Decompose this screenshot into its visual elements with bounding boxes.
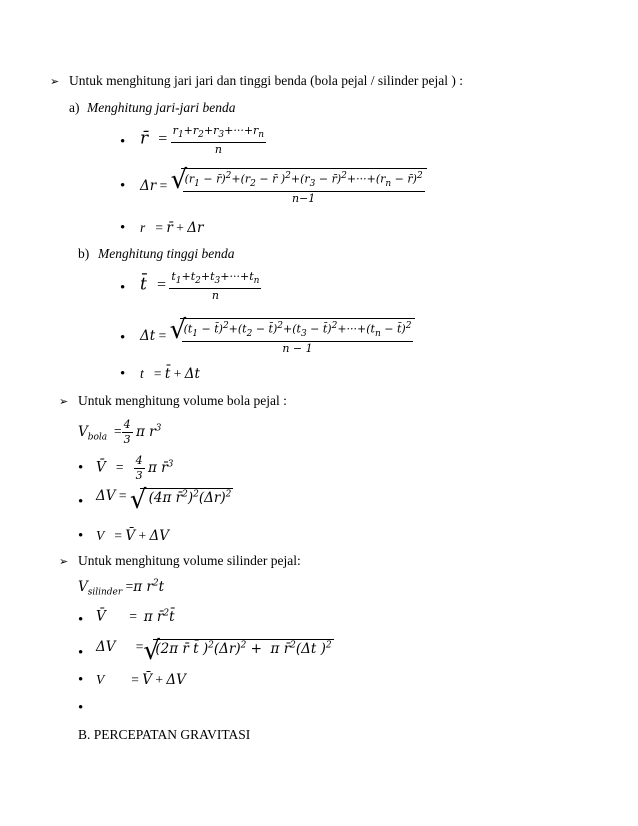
formula-v-mean-bola: V̄ = $\frac{4}{3}$ π r̄$^3$ bbox=[96, 454, 174, 482]
bullet-icon: • bbox=[120, 178, 126, 194]
sub-a-label: a) bbox=[69, 100, 80, 115]
section-b-heading: B. PERCEPATAN GRAVITASI bbox=[78, 727, 251, 742]
sub-a-title: Menghitung jari-jari benda bbox=[87, 100, 236, 115]
radius-height-heading: Untuk menghitung jari jari dan tinggi benda (bola pejal / silinder pejal ) : bbox=[69, 73, 464, 88]
bola-heading: Untuk menghitung volume bola pejal : bbox=[78, 393, 287, 408]
formula-v-result-bola: V = V̄ + ΔV bbox=[96, 528, 169, 544]
arrow-bullet-icon: ➢ bbox=[59, 555, 69, 568]
formula-delta-v-bola: ΔV = √ (4π $r̄^2)^2(\Delta r)^2$ bbox=[96, 485, 232, 516]
bullet-icon: • bbox=[78, 528, 84, 544]
formula-r-mean: r̄ = $\frac{r_1+r_2+r_3+\cdot\cdot\cdot+r_n}{n}$ bbox=[140, 124, 265, 157]
formula-r-result: r = r̄ + Δr bbox=[140, 220, 204, 236]
formula-delta-r: Δr = √ $\frac{(r_1 - r̄)^2+(r_2 - r̄ )^2+(r_3 - r̄)^2+\cdot\cdot\cdot+(r_n - r̄)^2}{n-1}$ bbox=[140, 168, 427, 206]
bullet-icon: • bbox=[120, 134, 126, 150]
bullet-icon: • bbox=[78, 700, 84, 716]
formula-delta-v-silinder: ΔV = √ (2π r̄ t̄ )$^2(\Delta r)^2 + \pi$ r̄$^2$(Δt )$^2$ bbox=[96, 636, 332, 667]
arrow-bullet-icon: ➢ bbox=[59, 395, 69, 408]
silinder-heading: Untuk menghitung volume silinder pejal: bbox=[78, 553, 301, 568]
bullet-icon: • bbox=[78, 494, 84, 510]
bullet-icon: • bbox=[120, 330, 126, 346]
bullet-icon: • bbox=[78, 612, 84, 628]
formula-t-result: t = t̄ + Δt bbox=[140, 366, 200, 382]
bullet-icon: • bbox=[78, 672, 84, 688]
formula-v-result-silinder: V = V̄ + ΔV bbox=[96, 672, 186, 688]
bullet-icon: • bbox=[120, 280, 126, 296]
formula-t-mean: t̄ = $\frac{t_1+t_2+t_3+\cdot\cdot\cdot+t_n}{n}$ bbox=[140, 270, 260, 303]
sub-b-title: Menghitung tinggi benda bbox=[98, 246, 235, 261]
formula-v-mean-silinder: V̄ = π r̄$^2$t̄ bbox=[96, 608, 175, 625]
formula-v-bola: $V_{bola}$ = $\frac{4}{3}$ π $r^3$ bbox=[78, 418, 162, 446]
bullet-icon: • bbox=[78, 460, 84, 476]
arrow-bullet-icon: ➢ bbox=[50, 75, 60, 88]
formula-v-silinder: $V_{silinder} =\pi$ $r^2t$ bbox=[78, 578, 164, 598]
sub-b-label: b) bbox=[78, 246, 90, 261]
bullet-icon: • bbox=[120, 366, 126, 382]
bullet-icon: • bbox=[120, 220, 126, 236]
formula-delta-t: Δt = √ $\frac{(t_1 - t̄)^2+(t_2 - t̄)^2+(t_3 - t̄)^2+\cdot\cdot\cdot+(t_n - t̄)^2}{n - 1}$ bbox=[140, 318, 415, 356]
bullet-icon: • bbox=[78, 645, 84, 661]
